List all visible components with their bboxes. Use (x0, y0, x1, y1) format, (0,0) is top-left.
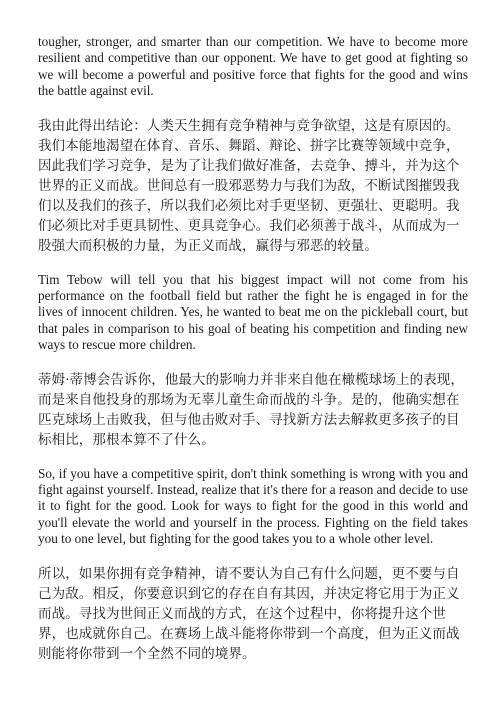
english-paragraph-3: So, if you have a competitive spirit, don't think something is wrong with you and fight against yourself. Instead, realize that it's there for a reason and decide to use it to fight for the good. Look for ways to fight for the good in this world and you'll elevate the world and yourself in the process. Fighting on the field takes you to one level, but fighting for the good takes you to a whole other level. (38, 465, 468, 547)
chinese-paragraph-2: 蒂姆·蒂博会告诉你，他最大的影响力并非来自他在橄榄球场上的表现，而是来自他投身的那场为无辜儿童生命而战的斗争。是的，他确实想在匹克球场上击败我，但与他击败对手、寻找新方法去解救更多孩子的目标相比，那根本算不了什么。 (38, 371, 464, 448)
document-page (38, 34, 468, 664)
english-paragraph-1: tougher, stronger, and smarter than our competition. We have to become more resilient and competitive than our opponent. We have to get good at fighting so we will become a powerful and positive force that fights for the good and wins the battle against evil. (38, 34, 468, 99)
english-paragraph-2: Tim Tebow will tell you that his biggest impact will not come from his performance on the football field but rather the fight he is engaged in for the lives of innocent children. Yes, he wanted to beat me on the pickleball court, but that pales in comparison to his goal of beating his competition and finding new ways to rescue more children. (38, 271, 468, 353)
chinese-paragraph-1: 我由此得出结论：人类天生拥有竞争精神与竞争欲望，这是有原因的。我们本能地渴望在体育、音乐、舞蹈、辩论、拼字比赛等领域中竞争，因此我们学习竞争，是为了让我们做好准备，去竞争、搏斗，并为这个世界的正义而战。世间总有一股邪恶势力与我们为敌，不断试图摧毁我们以及我们的孩子，所以我们必须比对手更坚韧、更强壮、更聪明。我们必须比对手更具韧性、更具竞争心。我们必须善于战斗，从而成为一股强大而积极的力量，为正义而战，赢得与邪恶的较量。 (38, 117, 460, 254)
chinese-paragraph-3: 所以，如果你拥有竞争精神，请不要认为自己有什么问题，更不要与自己为敌。相反，你要意识到它的存在自有其因，并决定将它用于为正义而战。寻找为世间正义而战的方式，在这个过程中，你将提升这个世界，也成就你自己。在赛场上战斗能将你带到一个高度，但为正义而战则能将你带到一个全然不同的境界。 (38, 565, 460, 662)
